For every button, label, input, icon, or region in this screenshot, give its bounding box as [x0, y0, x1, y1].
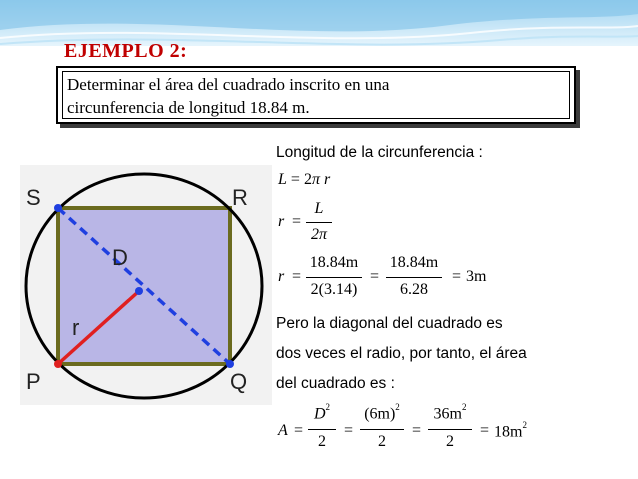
eq4-fraction-bar-1 — [308, 429, 336, 430]
vertex-s — [54, 204, 62, 212]
eq1-lhs: L — [278, 171, 287, 188]
eq1-pi: π — [311, 171, 320, 188]
eq4-numerator-2 — [360, 404, 404, 423]
eq3-fraction-bar-1 — [306, 277, 362, 278]
solution-heading: Longitud de la circunferencia : — [276, 144, 483, 161]
eq4-fraction-bar-2 — [360, 429, 404, 430]
eq4-numerator-1 — [308, 404, 336, 423]
eq3-equals-2: = — [370, 268, 380, 285]
eq4-result — [494, 422, 527, 441]
label-radius: r — [72, 315, 80, 340]
vertex-p — [54, 360, 62, 368]
eq4-num3-exp: 2 — [461, 402, 467, 412]
eq4-num1-base: D — [313, 405, 326, 423]
label-q: Q — [230, 369, 248, 394]
label-p: P — [26, 369, 41, 394]
eq4-result-base: 18m — [494, 423, 523, 441]
eq3-numerator-2: 18.84m — [389, 254, 439, 271]
eq1-var: r — [323, 171, 331, 188]
eq3-lhs: r — [278, 268, 285, 285]
paragraph-line-2: dos veces el radio, por tanto, el área — [276, 345, 527, 362]
eq2-fraction-bar — [306, 222, 332, 223]
eq4-denominator-3: 2 — [446, 433, 454, 450]
problem-line-1: Determinar el área del cuadrado inscrito en una — [67, 75, 390, 94]
vertex-q — [226, 360, 234, 368]
problem-box — [56, 66, 576, 124]
label-r: R — [232, 185, 248, 210]
eq2-numerator: L — [314, 200, 324, 217]
label-d: D — [112, 245, 128, 270]
eq2-lhs: r — [278, 213, 285, 230]
eq3-numerator-1: 18.84m — [309, 254, 359, 271]
eq3-equals-1: = — [292, 268, 302, 285]
inscribed-square-figure — [20, 165, 272, 405]
eq3-result: 3m — [466, 268, 487, 285]
eq1-coef: 2 — [303, 171, 312, 188]
example-title: EJEMPLO 2: — [64, 40, 188, 62]
eq4-numerator-3 — [428, 404, 472, 423]
problem-statement — [62, 71, 570, 119]
eq4-equals-1: = — [294, 422, 304, 439]
eq4-result-exp: 2 — [522, 420, 527, 430]
eq4-equals-2: = — [344, 422, 354, 439]
eq4-denominator-2: 2 — [378, 433, 386, 450]
eq4-num3-base: 36m — [433, 405, 462, 423]
eq2-denominator: 2π — [310, 226, 327, 243]
eq4-num2-exp: 2 — [395, 402, 400, 412]
eq3-denominator-2: 6.28 — [400, 281, 428, 298]
eq3-denominator-1: 2(3.14) — [310, 281, 358, 298]
eq3-equals-3: = — [452, 268, 462, 285]
label-s: S — [26, 185, 41, 210]
eq4-num2-base: (6m) — [364, 405, 396, 423]
eq3-fraction-bar-2 — [386, 277, 442, 278]
problem-line-2: circunferencia de longitud 18.84 m. — [67, 98, 310, 117]
eq1-equals: = — [290, 171, 300, 188]
eq4-equals-4: = — [480, 422, 490, 439]
eq4-num1-exp: 2 — [325, 402, 331, 412]
eq2-equals: = — [292, 213, 302, 230]
paragraph-line-3: del cuadrado es : — [276, 375, 395, 392]
eq4-equals-3: = — [412, 422, 422, 439]
paragraph-line-1: Pero la diagonal del cuadrado es — [276, 315, 503, 332]
eq4-denominator-1: 2 — [318, 433, 326, 450]
center-point — [135, 287, 143, 295]
eq4-lhs: A — [278, 422, 288, 439]
eq4-fraction-bar-3 — [428, 429, 472, 430]
equation-length — [278, 171, 330, 189]
